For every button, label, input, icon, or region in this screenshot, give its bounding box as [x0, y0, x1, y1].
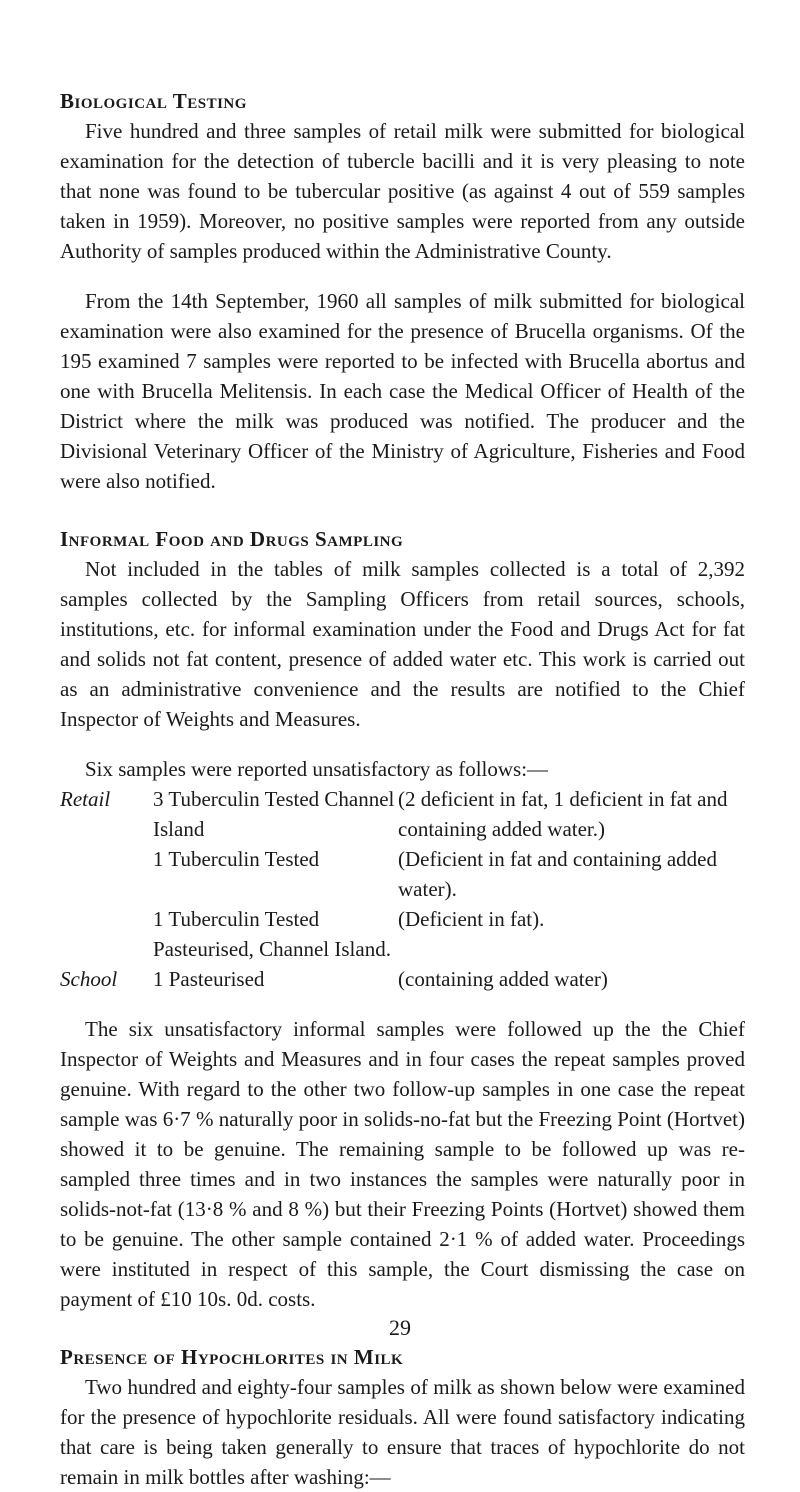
unsatisfactory-samples-list — [60, 784, 745, 994]
paragraph-brucella-results: From the 14th September, 1960 all samples of milk submitted for biological examination were also examined for the presence of Brucella organisms. Of the 195 examined 7 samples were reported to be infected with Brucella abortus and one with Brucella Melitensis. In each case the Medical Officer of Health of the District where the milk was produced was notified. The producer and the Divisional Veterinary Officer of the Ministry of Agriculture, Fisheries and Food were also notified. — [60, 289, 745, 493]
page-number: 29 — [389, 1315, 411, 1340]
sample-category — [60, 844, 153, 904]
unsatisfactory-list-intro: Six samples were reported unsatisfactory as follows:— — [85, 757, 549, 781]
paragraph-tuberculosis-results: Five hundred and three samples of retail milk were submitted for biological examination for the detection of tubercle bacilli and it is very pleasing to note that none was found to be tubercular positive (as against 4 out of 559 samples taken in 1959). Moreover, no positive samples were reported from any outside Authority of samples produced within the Administrative County. — [60, 119, 745, 263]
section-heading-hypochlorites: Presence of Hypochlorites in Milk — [60, 1345, 404, 1369]
sample-product: 1 Tuberculin Tested — [153, 847, 320, 871]
list-item — [60, 904, 745, 964]
paragraph-follow-up-results: The six unsatisfactory informal samples were followed up the the Chief Inspector of Weights and Measures and in four cases the repeat samples proved genuine. With regard to the other two follow-up samples in one case the repeat sample was 6·7 % naturally poor in solids-no-fat but the Freezing Point (Hortvet) showed it to be genuine. The remaining sample to be followed up was re-sampled three times and in two instances the samples were naturally poor in solids-not-fat (13·8 % and 8 %) but their Freezing Points (Hortvet) showed them to be genuine. The other sample contained 2·1 % of added water. Proceedings were instituted in respect of this sample, the Court dismissing the case on payment of £10 10s. 0d. costs. — [60, 1017, 745, 1311]
paragraph-informal-sampling: Not included in the tables of milk samples collected is a total of 2,392 samples collected by the Sampling Officers from retail sources, schools, institutions, etc. for informal examination under the Food and Drugs Act for fat and solids not fat content, presence of added water etc. This work is carried out as an administrative convenience and the results are notified to the Chief Inspector of Weights and Measures. — [60, 557, 745, 731]
sample-note: (containing added water) — [398, 967, 608, 991]
sample-category — [60, 904, 153, 964]
sample-category: School — [60, 967, 118, 991]
sample-note: (2 deficient in fat, 1 deficient in fat and containing added water.) — [398, 787, 728, 841]
sample-note: (Deficient in fat). — [398, 907, 545, 931]
section-heading-informal-sampling: Informal Food and Drugs Sampling — [60, 527, 404, 551]
list-item — [60, 964, 745, 994]
sample-note: (Deficient in fat and containing added water). — [398, 847, 717, 901]
sample-product: 1 Tuberculin Tested Pasteurised, Channel Island. — [153, 907, 391, 961]
sample-category: Retail — [60, 787, 111, 811]
sample-product: 1 Pasteurised — [153, 967, 265, 991]
sample-product: 3 Tuberculin Tested Channel Island — [153, 787, 395, 841]
page-content — [60, 86, 745, 1492]
section-heading-biological-testing: Biological Testing — [60, 89, 247, 113]
list-item — [60, 844, 745, 904]
list-item — [60, 784, 745, 844]
paragraph-hypochlorites: Two hundred and eighty-four samples of milk as shown below were examined for the presence of hypochlorite residuals. All were found satisfactory indicating that care is being taken generally to ensure that traces of hypochlorite do not remain in milk bottles after washing:— — [60, 1375, 745, 1489]
